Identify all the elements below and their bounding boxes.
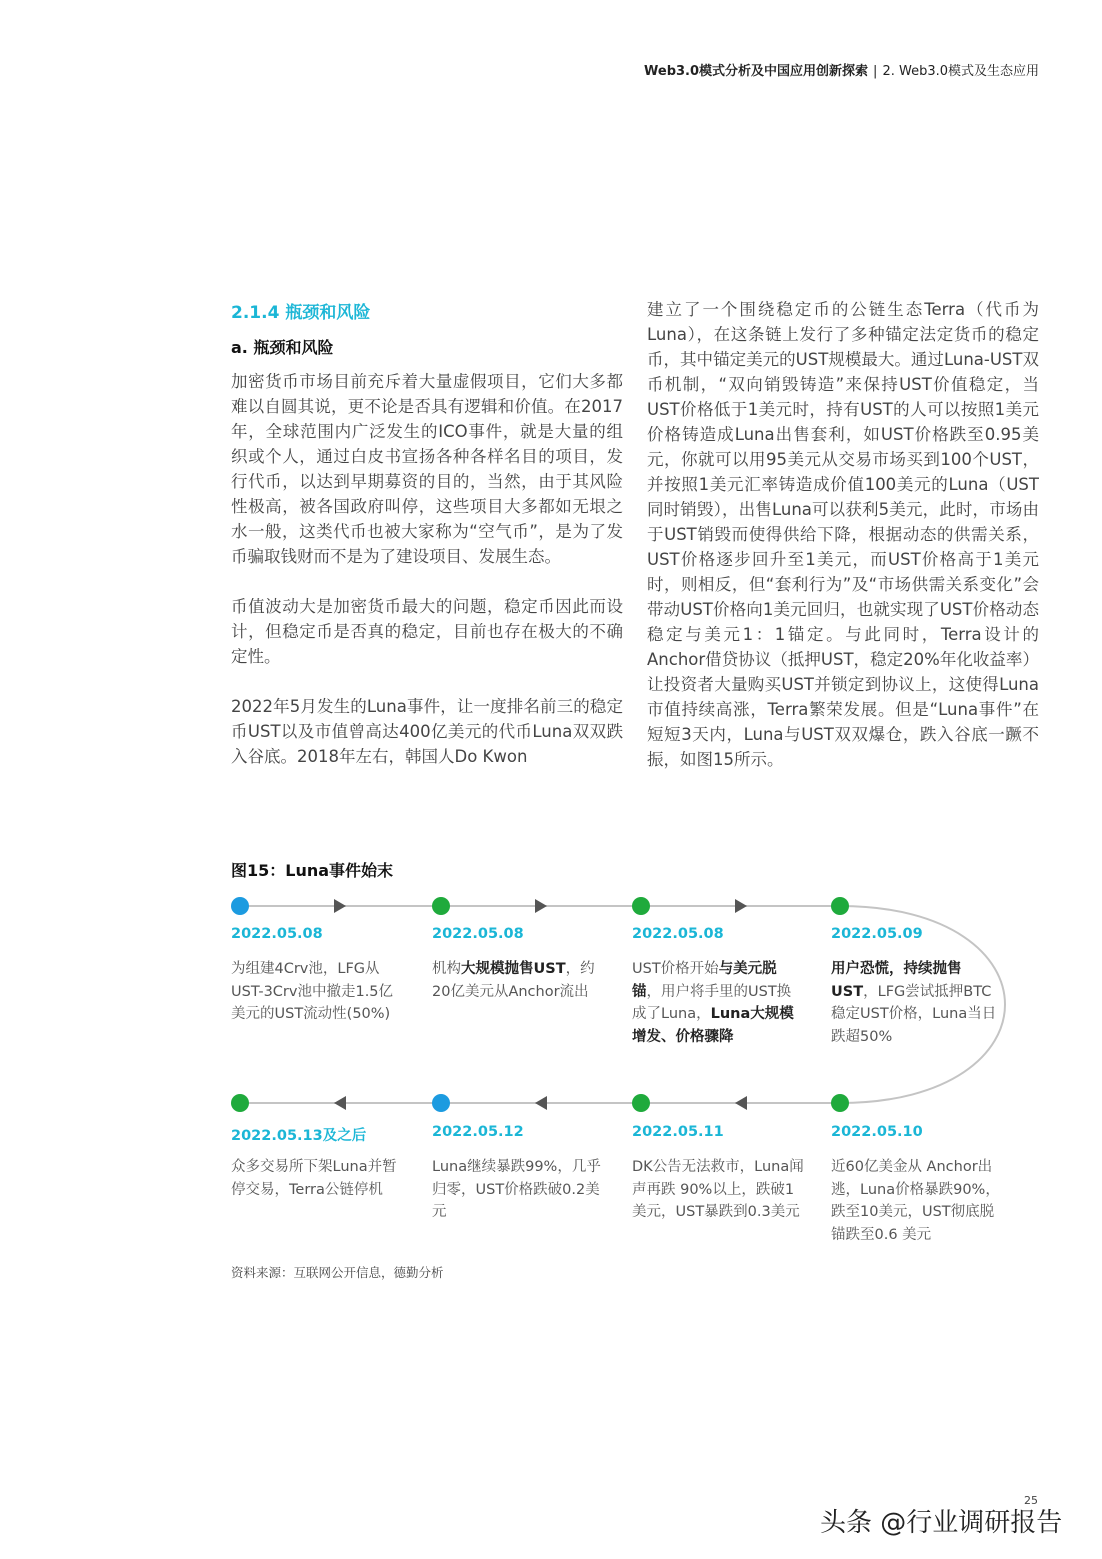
event-description (831, 958, 1003, 1048)
event-text-part: ，LFG尝试抵押BTC稳定UST价格，Luna当日跌超50% (831, 983, 997, 1045)
event-date: 2022.05.08 (432, 926, 524, 942)
event-text-part: ，用户将手里的UST换成了Luna， (632, 983, 792, 1022)
source-note: 资料来源：互联网公开信息，德勤分析 (231, 1265, 444, 1280)
event-date: 2022.05.12 (432, 1124, 524, 1140)
event-text-part: ，约20亿美元从Anchor流出 (432, 961, 595, 1000)
event-text-part: UST价格开始 (632, 961, 719, 977)
paragraph: 币值波动大是加密货币最大的问题，稳定币因此而设计，但稳定币是否真的稳定，目前也存在极大的不确定性。 (231, 597, 623, 666)
watermark: 头条 @行业调研报告 (820, 1508, 1063, 1538)
figure-title: 图15：Luna事件始末 (231, 861, 394, 880)
timeline-dot (231, 897, 249, 915)
timeline-dot (432, 897, 450, 915)
paragraph: 2022年5月发生的Luna事件，让一度排名前三的稳定币UST以及市值曾高达400亿美元的代币Luna双双跌入谷底。2018年左右，韩国人Do Kwon (231, 697, 623, 766)
event-text-emphasis: 与美元脱锚 (632, 961, 777, 1000)
paragraph: 加密货币市场目前充斥着大量虚假项目，它们大多都难以自圆其说，更不论是否具有逻辑和价值。在2017年，全球范围内广泛发生的ICO事件，就是大量的组织或个人，通过白皮书宣扬各种各样名目的项目，发行代币，以达到早期募资的目的，当然，由于其风险性极高，被各国政府叫停，这些项目大多都如无垠之水一般，这类代币也被大家称为“空气币”，是为了发币骗取钱财而不是为了建设项目、发展生态。 (231, 372, 623, 566)
timeline-dot (231, 1094, 249, 1112)
header-separator: | (873, 64, 878, 79)
right-column: 建立了一个围绕稳定币的公链生态Terra（代币为Luna），在这条链上发行了多种锚定法定货币的稳定币，其中锚定美元的UST规模最大。通过Luna-UST双币机制，“双向销毁铸造”来保持UST价值稳定，当UST价格低于1美元时，持有UST的人可以按照1美元价格铸造成Luna出售套利，如UST价格跌至0.95美元，你就可以用95美元从交易市场买到100个UST，并按照1美元汇率铸造成价值100美元的Luna（UST同时销毁），出售Luna可以获利5美元，此时，市场由于UST销毁而使得供给下降，根据动态的供需关系，UST价格逐步回升至1美元，而UST价格高于1美元时，则相反，但“套利行为”及“市场供需关系变化”会带动UST价格向1美元回归，也就实现了UST价格动态稳定与美元1：1锚定。与此同时，Terra设计的Anchor借贷协议（抵押UST，稳定20%年化收益率）让投资者大量购买UST并锁定到协议上，这使得Luna市值持续高涨，Terra繁荣发展。但是“Luna事件”在短短3天内，Luna与UST双双爆仓，跌入谷底一蹶不振，如图15所示。 (647, 300, 1039, 769)
event-text-emphasis: 大规模抛售UST (461, 961, 566, 977)
report-title: Web3.0模式分析及中国应用创新探索 (644, 64, 869, 79)
event-description (632, 958, 804, 1048)
timeline-dot (831, 1094, 849, 1112)
timeline-dot (632, 1094, 650, 1112)
event-text-emphasis: 用户恐慌，持续抛售UST (831, 961, 962, 1000)
arrow-left-icon (334, 1096, 346, 1110)
event-text-part: Luna继续暴跌99%，几乎归零，UST价格跌破0.2美元 (432, 1159, 601, 1220)
event-text-emphasis: Luna大规模增发、价格骤降 (632, 1006, 794, 1045)
arrow-left-icon (535, 1096, 547, 1110)
event-description (231, 958, 403, 1026)
page-header (644, 60, 1039, 79)
event-text-part: 众多交易所下架Luna并暂停交易，Terra公链停机 (231, 1159, 397, 1198)
event-date: 2022.05.10 (831, 1124, 923, 1140)
arrow-right-icon (535, 899, 547, 913)
event-date: 2022.05.08 (231, 926, 323, 942)
event-text-part: DK公告无法救市，Luna闻声再跌 90%以上，跌破1美元，UST暴跌到0.3美元 (632, 1159, 804, 1220)
page-number: 25 (1024, 1494, 1038, 1507)
subsection-title: a. 瓶颈和风险 (231, 338, 334, 357)
event-text-part: 近60亿美金从 Anchor出逃，Luna价格暴跌90%，跌至10美元，UST彻底脱锚跌至0.6 美元 (831, 1159, 1000, 1243)
event-date: 2022.05.13及之后 (231, 1128, 367, 1144)
event-date: 2022.05.09 (831, 926, 923, 942)
arrow-right-icon (334, 899, 346, 913)
event-description (831, 1156, 1003, 1246)
chapter-title: 2. Web3.0模式及生态应用 (882, 64, 1039, 79)
arrow-left-icon (735, 1096, 747, 1110)
event-date: 2022.05.11 (632, 1124, 724, 1140)
event-text-part: 机构 (432, 961, 461, 977)
event-description (432, 1156, 604, 1224)
left-column (231, 369, 623, 794)
section-title: 2.1.4 瓶颈和风险 (231, 303, 371, 323)
timeline-dot (831, 897, 849, 915)
event-date: 2022.05.08 (632, 926, 724, 942)
event-description (231, 1156, 403, 1201)
timeline-dot (432, 1094, 450, 1112)
event-description (632, 1156, 804, 1224)
arrow-right-icon (735, 899, 747, 913)
timeline-dot (632, 897, 650, 915)
event-description (432, 958, 604, 1003)
event-text-part: 为组建4Crv池，LFG从UST-3Crv池中撤走1.5亿美元的UST流动性(50%) (231, 961, 394, 1022)
